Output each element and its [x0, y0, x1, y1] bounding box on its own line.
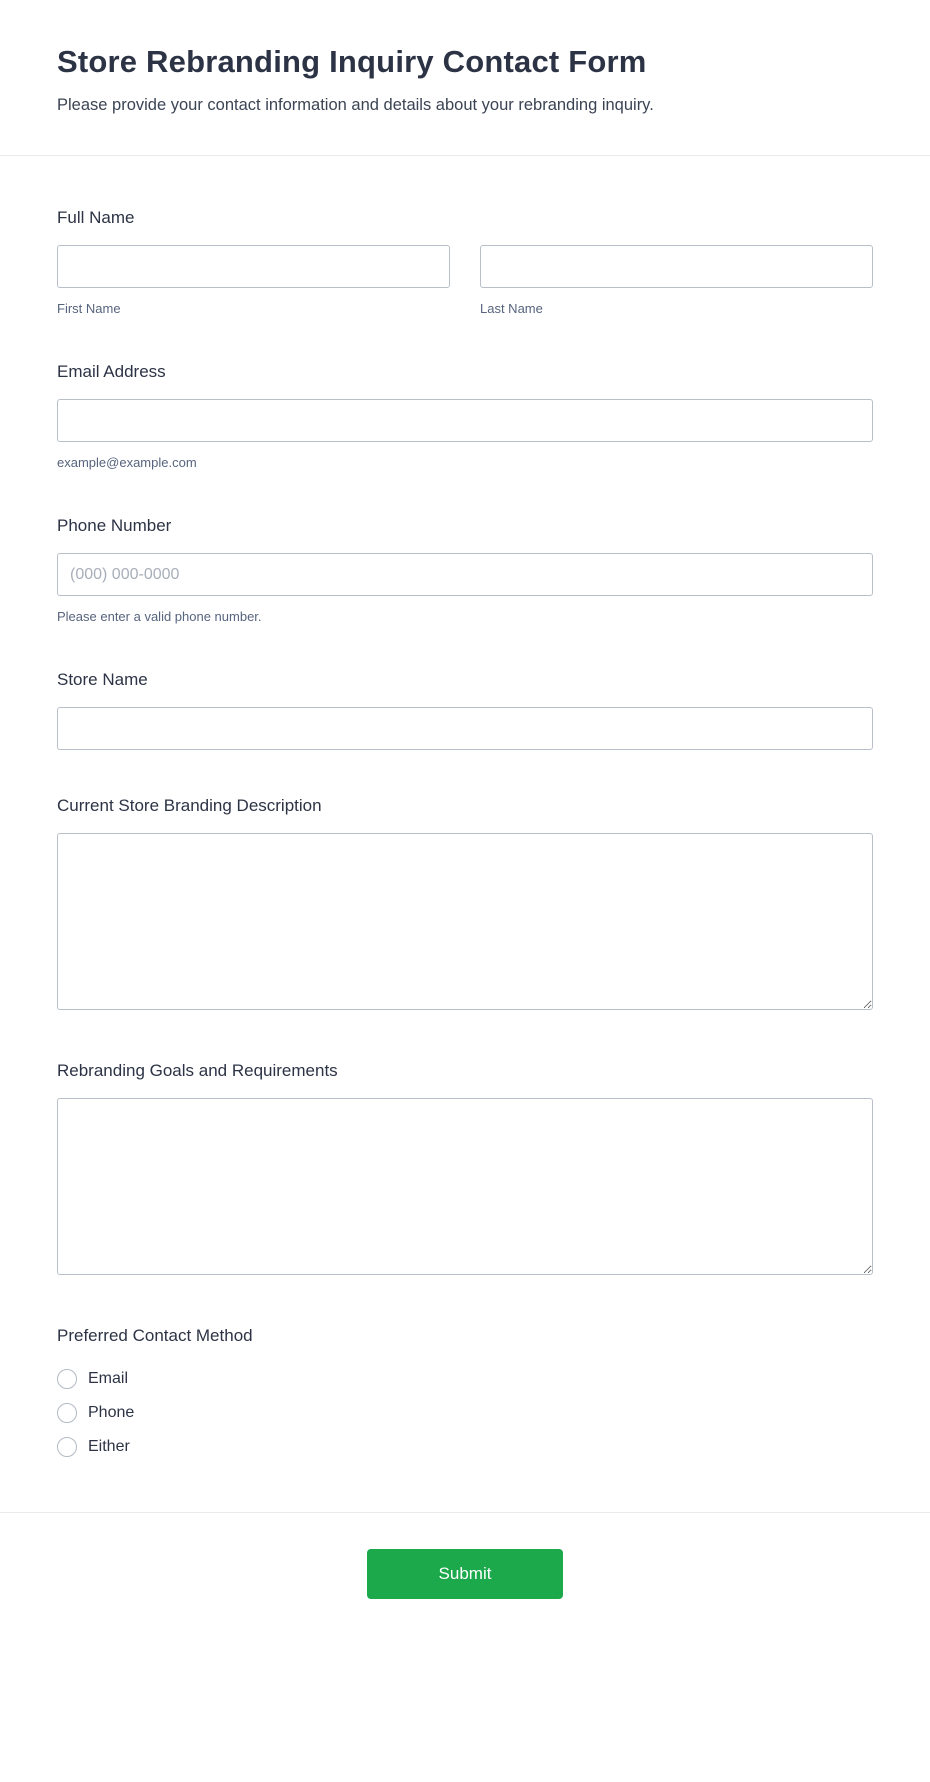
- last-name-col: [480, 245, 873, 316]
- radio-icon[interactable]: [57, 1403, 77, 1423]
- page-subtitle: Please provide your contact information and details about your rebranding inquiry.: [57, 96, 654, 114]
- phone-input[interactable]: [57, 553, 873, 596]
- radio-option-label: Phone: [88, 1404, 135, 1421]
- last-name-input[interactable]: [480, 245, 873, 288]
- field-rebranding-goals: [57, 1061, 873, 1280]
- radio-icon[interactable]: [57, 1437, 77, 1457]
- contact-method-option-email[interactable]: [57, 1362, 873, 1396]
- phone-label: Phone Number: [57, 516, 172, 535]
- email-input[interactable]: [57, 399, 873, 442]
- submit-button[interactable]: Submit: [367, 1549, 563, 1599]
- first-name-col: [57, 245, 450, 316]
- field-phone: [57, 516, 873, 624]
- email-label: Email Address: [57, 362, 166, 381]
- full-name-row: [57, 245, 873, 316]
- full-name-label: Full Name: [57, 208, 135, 227]
- radio-icon[interactable]: [57, 1369, 77, 1389]
- contact-method-option-either[interactable]: [57, 1430, 873, 1464]
- first-name-sublabel: First Name: [57, 301, 121, 316]
- form-header: [0, 0, 930, 156]
- contact-method-label: Preferred Contact Method: [57, 1326, 253, 1345]
- last-name-sublabel: Last Name: [480, 301, 543, 316]
- contact-method-option-phone[interactable]: [57, 1396, 873, 1430]
- field-full-name: [57, 208, 873, 316]
- rebranding-goals-textarea[interactable]: [57, 1098, 873, 1275]
- submit-section: [0, 1512, 930, 1659]
- radio-option-label: Either: [88, 1438, 130, 1455]
- store-name-label: Store Name: [57, 670, 148, 689]
- phone-sublabel: Please enter a valid phone number.: [57, 609, 262, 624]
- first-name-input[interactable]: [57, 245, 450, 288]
- branding-description-label: Current Store Branding Description: [57, 796, 322, 815]
- radio-option-label: Email: [88, 1370, 129, 1387]
- email-sublabel: example@example.com: [57, 455, 197, 470]
- form-body: [0, 156, 930, 1510]
- field-branding-description: [57, 796, 873, 1015]
- rebranding-goals-label: Rebranding Goals and Requirements: [57, 1061, 338, 1080]
- branding-description-textarea[interactable]: [57, 833, 873, 1010]
- store-name-input[interactable]: [57, 707, 873, 750]
- field-email: [57, 362, 873, 470]
- field-contact-method: [57, 1326, 873, 1464]
- page-title: Store Rebranding Inquiry Contact Form: [57, 44, 647, 79]
- field-store-name: [57, 670, 873, 750]
